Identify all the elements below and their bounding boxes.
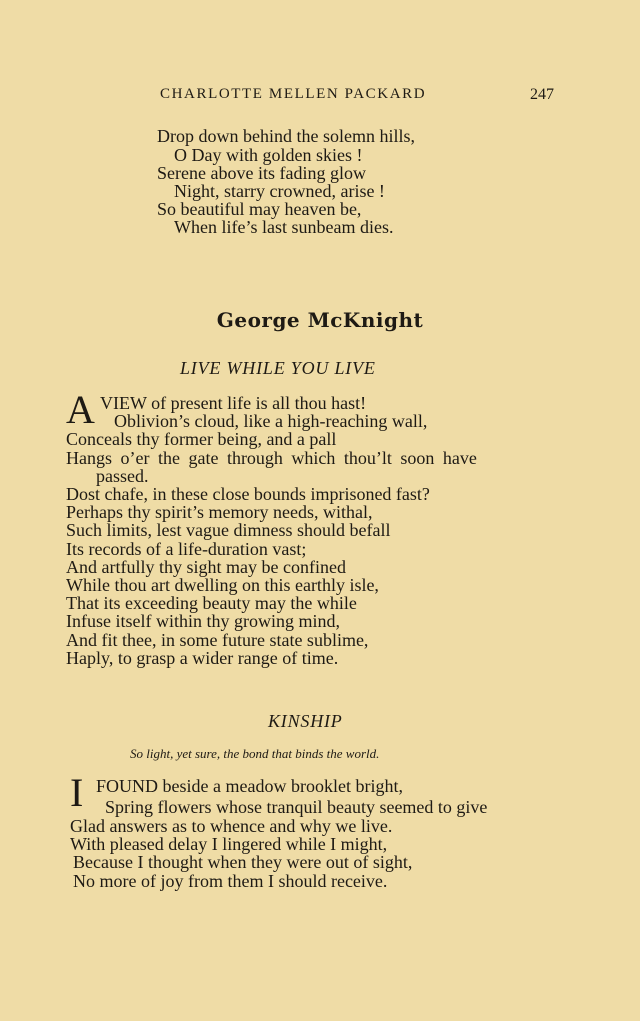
poem-line: That its exceeding beauty may the while xyxy=(66,593,357,613)
drop-cap: A xyxy=(66,387,95,432)
poem-line: No more of joy from them I should receive. xyxy=(73,871,388,891)
poem-line: With pleased delay I lingered while I might, xyxy=(70,834,388,854)
poem-line: Infuse itself within thy growing mind, xyxy=(66,611,340,631)
page-header xyxy=(0,86,640,106)
poem-first-line: VIEW of present life is all thou hast! xyxy=(100,393,367,413)
poem-line: Such limits, lest vague dimness should befall xyxy=(66,520,391,540)
poem-first-line: FOUND beside a meadow brooklet bright, xyxy=(96,776,403,796)
poem-line: Glad answers as to whence and why we live. xyxy=(70,816,393,836)
poem-line: Conceals thy former being, and a pall xyxy=(66,429,337,449)
poem-title: KINSHIP xyxy=(268,711,343,731)
poem-title: LIVE WHILE YOU LIVE xyxy=(180,358,376,378)
poem-line: Haply, to grasp a wider range of time. xyxy=(66,648,339,668)
poem-line: Spring flowers whose tranquil beauty seemed to give xyxy=(105,797,488,817)
poem-line: Drop down behind the solemn hills, xyxy=(157,126,415,146)
poem-line: Hangs o’er the gate through which thou’lt soon have xyxy=(66,448,477,468)
poem-line: So beautiful may heaven be, xyxy=(157,199,362,219)
author-heading: George McKnight xyxy=(216,308,424,332)
page-number: 247 xyxy=(530,86,554,103)
poem-line: Oblivion’s cloud, like a high-reaching wall, xyxy=(114,411,428,431)
poem-line: Because I thought when they were out of sight, xyxy=(73,852,413,872)
poem-line: Serene above its fading glow xyxy=(157,163,366,183)
poem-line: Night, starry crowned, arise ! xyxy=(174,181,385,201)
poem-line: And artfully thy sight may be confined xyxy=(66,557,346,577)
poem-line: passed. xyxy=(96,466,149,486)
poem-line: While thou art dwelling on this earthly isle, xyxy=(66,575,379,595)
poem-line: When life’s last sunbeam dies. xyxy=(174,217,394,237)
running-head: CHARLOTTE MELLEN PACKARD xyxy=(160,86,427,102)
poem-line: Perhaps thy spirit’s memory needs, withal, xyxy=(66,502,373,522)
poem-line: O Day with golden skies ! xyxy=(174,145,363,165)
poem-line: Dost chafe, in these close bounds imprisoned fast? xyxy=(66,484,430,504)
poem-line: And fit thee, in some future state sublime, xyxy=(66,630,369,650)
drop-cap: I xyxy=(70,770,84,815)
poem-line: Its records of a life-duration vast; xyxy=(66,539,307,559)
epigraph: So light, yet sure, the bond that binds the world. xyxy=(130,746,380,761)
